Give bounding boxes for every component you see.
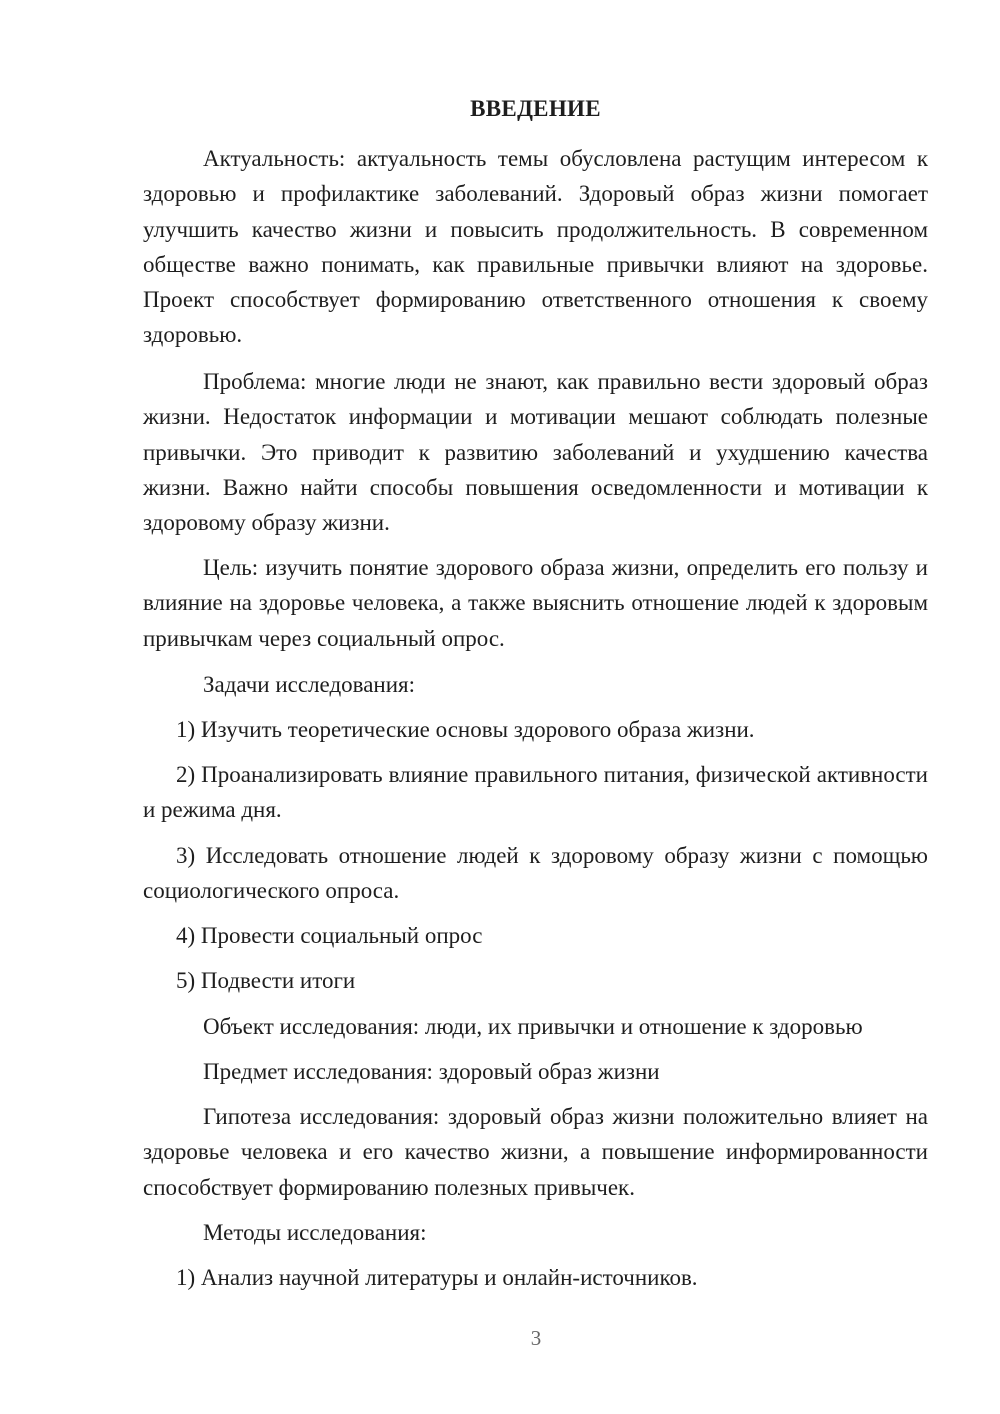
paragraph-relevance: Актуальность: актуальность темы обусловлена растущим интересом к здоровью и профилактике заболеваний. Здоровый образ жизни помогает улучшить качество жизни и повысить продолжительность. В современном обществе важно понимать, как правильные привычки влияют на здоровье. Проект способствует формированию ответственного отношения к своему здоровью. xyxy=(143,146,928,348)
task-item-5: 5) Подвести итоги xyxy=(176,968,356,993)
method-item-1: 1) Анализ научной литературы и онлайн-источников. xyxy=(176,1265,698,1290)
task-item-1: 1) Изучить теоретические основы здорового образа жизни. xyxy=(176,717,755,742)
paragraph-problem: Проблема: многие люди не знают, как правильно вести здоровый образ жизни. Недостаток информации и мотивации мешают соблюдать полезные привычки. Это приводит к развитию заболеваний и ухудшению качества жизни. Важно найти способы повышения осведомленности и мотивации к здоровому образу жизни. xyxy=(143,369,928,536)
task-item-3: 3) Исследовать отношение людей к здоровому образу жизни с помощью социологического опроса. xyxy=(143,843,928,904)
task-item-2: 2) Проанализировать влияние правильного питания, физической активности и режима дня. xyxy=(143,762,928,823)
paragraph-methods-heading: Методы исследования: xyxy=(203,1220,427,1245)
paragraph-object: Объект исследования: люди, их привычки и отношение к здоровью xyxy=(203,1014,863,1039)
paragraph-tasks-heading: Задачи исследования: xyxy=(203,672,416,697)
document-title: ВВЕДЕНИЕ xyxy=(470,96,601,121)
task-item-4: 4) Провести социальный опрос xyxy=(176,923,483,948)
paragraph-hypothesis: Гипотеза исследования: здоровый образ жизни положительно влияет на здоровье человека и его качество жизни, а повышение информированности способствует формированию полезных привычек. xyxy=(143,1104,928,1200)
page-number: 3 xyxy=(530,1326,542,1350)
paragraph-goal: Цель: изучить понятие здорового образа жизни, определить его пользу и влияние на здоровье человека, а также выяснить отношение людей к здоровым привычкам через социальный опрос. xyxy=(143,555,928,651)
paragraph-subject: Предмет исследования: здоровый образ жизни xyxy=(203,1059,660,1084)
